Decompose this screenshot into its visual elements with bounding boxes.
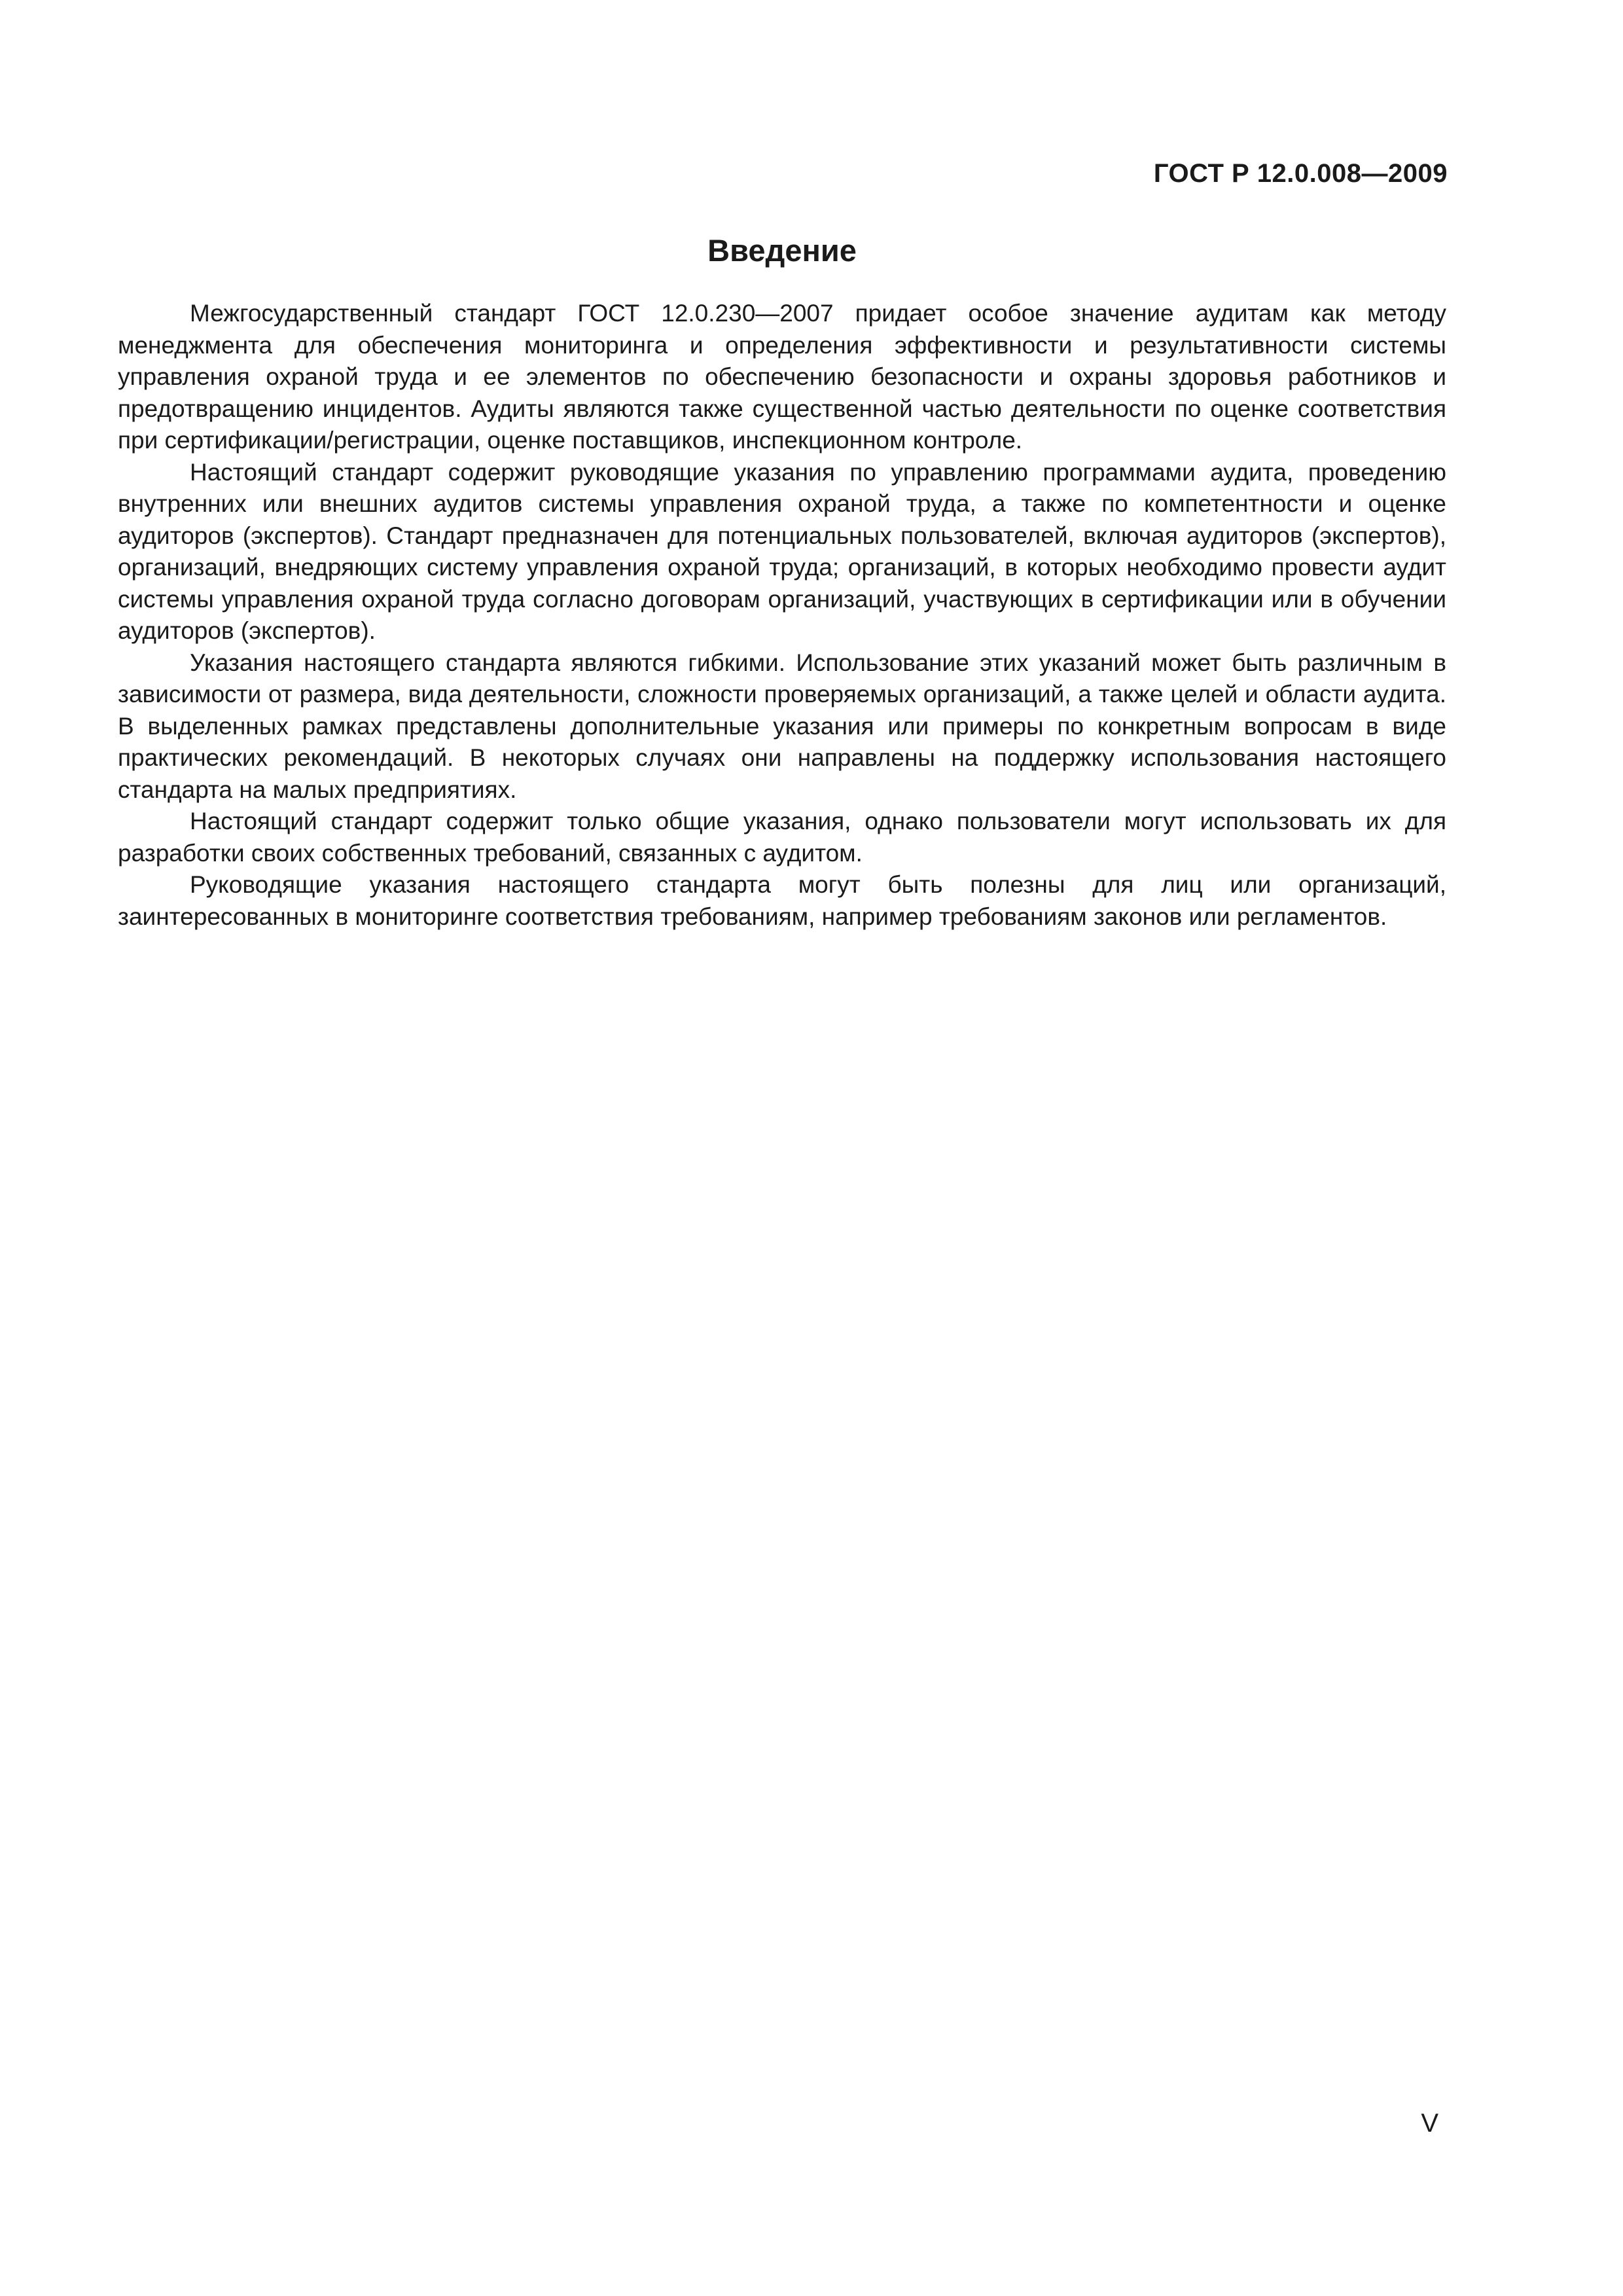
section-title: Введение xyxy=(707,233,857,268)
paragraph-5: Руководящие указания настоящего стандарта могут быть полезны для лиц или организаций, заинтересованных в мониторинге соответствия требованиям, например требованиям законов или регламентов. xyxy=(118,871,1446,930)
document-code-header: ГОСТ Р 12.0.008—2009 xyxy=(1153,159,1448,188)
page-number: V xyxy=(1421,2109,1438,2138)
paragraph-3: Указания настоящего стандарта являются гибкими. Использование этих указаний может быть различным в зависимости от размера, вида деятельности, сложности проверяемых организаций, а также целей и области аудита. В выделенных рамках представлены дополнительные указания или примеры по конкретным вопросам в виде практических рекомендаций. В некоторых случаях они направлены на поддержку использования настоящего стандарта на малых предприятиях. xyxy=(118,649,1446,803)
paragraph-1: Межгосударственный стандарт ГОСТ 12.0.230—2007 придает особое значение аудитам как методу менеджмента для обеспечения мониторинга и определения эффективности и результативности системы управления охраной труда и ее элементов по обеспечению безопасности и охраны здоровья работников и предотвращению инцидентов. Аудиты являются также существенной частью деятельности по оценке соответствия при сертификации/регистрации, оценке поставщиков, инспекционном контроле. xyxy=(118,300,1446,454)
introduction-body xyxy=(118,298,1446,933)
paragraph-4: Настоящий стандарт содержит только общие указания, однако пользователи могут использовать их для разработки своих собственных требований, связанных с аудитом. xyxy=(118,808,1446,867)
paragraph-2: Настоящий стандарт содержит руководящие указания по управлению программами аудита, проведению внутренних или внешних аудитов системы управления охраной труда, а также по компетентности и оценке аудиторов (экспертов). Стандарт предназначен для потенциальных пользователей, включая аудиторов (экспертов), организаций, внедряющих систему управления охраной труда; организаций, в которых необходимо провести аудит системы управления охраной труда согласно договорам организаций, участвующих в сертификации или в обучении аудиторов (экспертов). xyxy=(118,458,1446,644)
